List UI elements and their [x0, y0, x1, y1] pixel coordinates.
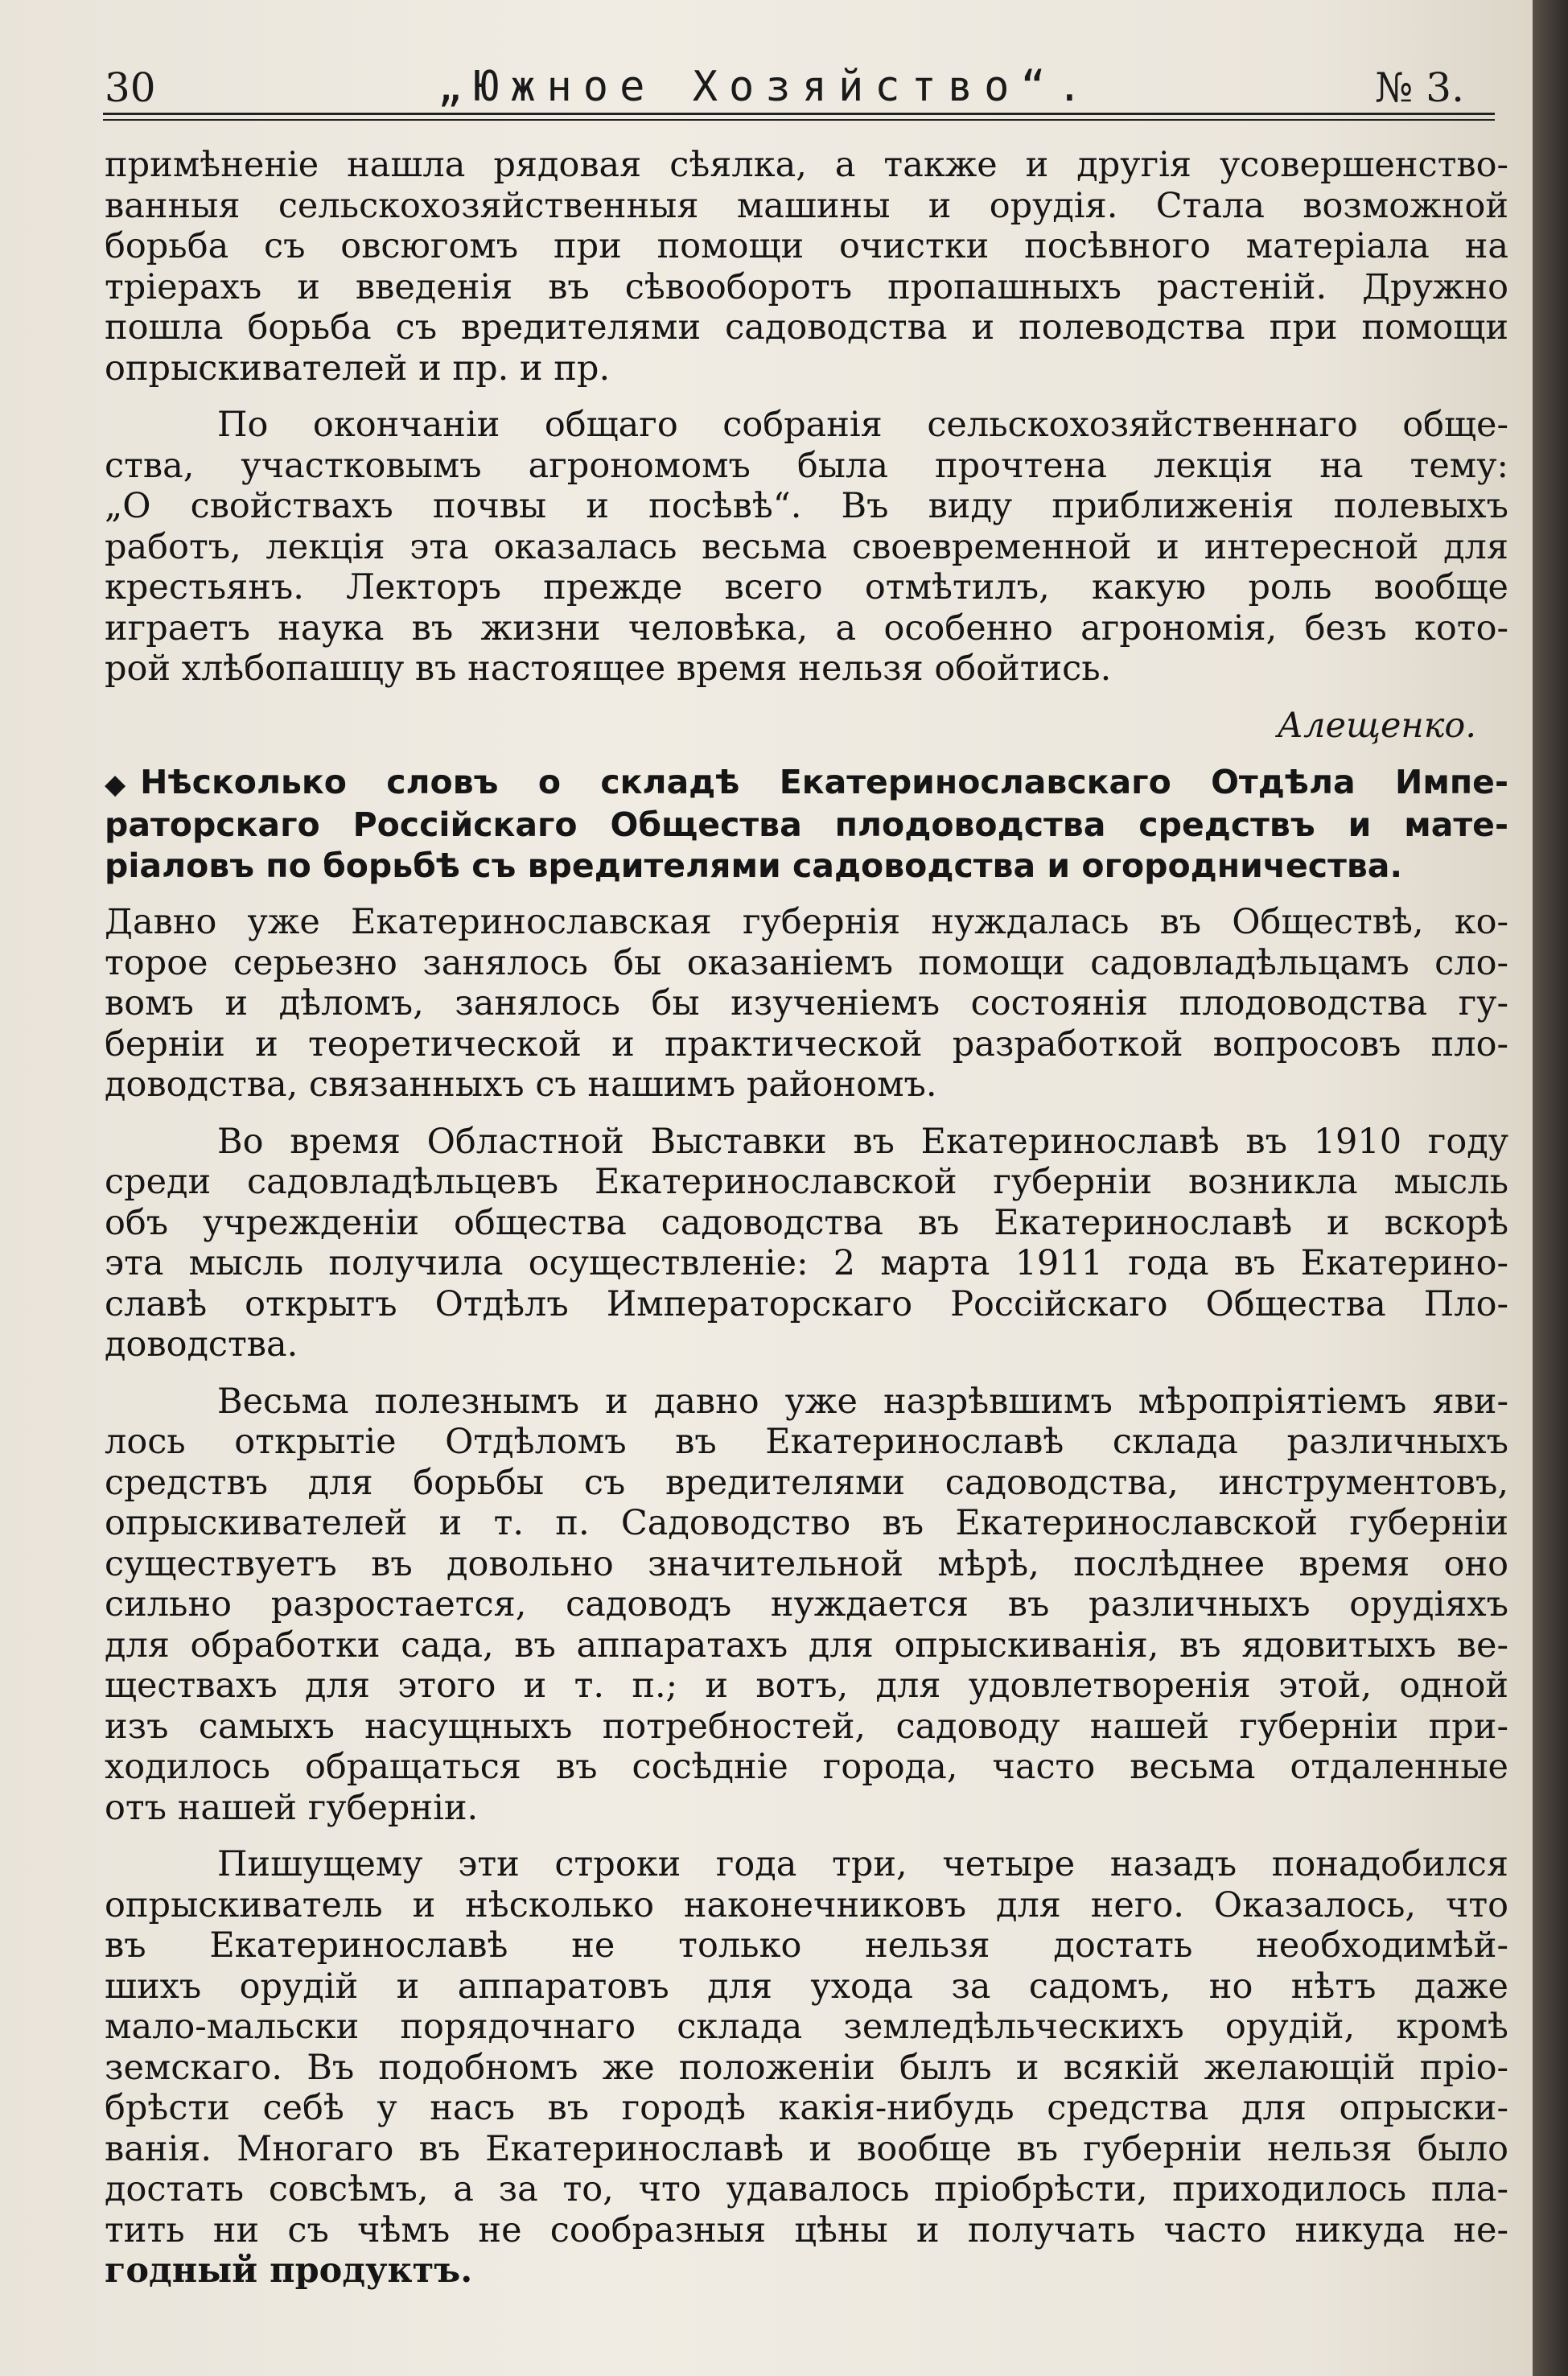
book-edge: [1533, 0, 1568, 2376]
text-line: берніи и теоретической и практической разработкой вопросовъ пло-: [105, 1023, 1508, 1064]
paragraph-2: [105, 405, 1508, 690]
text-line: мало-мальски порядочнаго склада земледѣльческихъ орудій, кромѣ: [105, 2007, 1508, 2048]
text-line: въ Екатеринославѣ не только нельзя достать необходимѣй-: [105, 1925, 1508, 1966]
text-line: работъ, лекція эта оказалась весьма своевременной и интересной для: [105, 526, 1508, 567]
text-line: объ учрежденіи общества садоводства въ Екатеринославѣ и вскорѣ: [105, 1202, 1508, 1243]
text-line: ◆ Нѣсколько словъ о складѣ Екатеринославскаго Отдѣла Импе-: [105, 762, 1508, 805]
text-line: достать совсѣмъ, а за то, что удавалось пріобрѣсти, приходилось пла-: [105, 2169, 1508, 2210]
text-line: ства, участковымъ агрономомъ была прочтена лекція на тему:: [105, 445, 1508, 486]
text-line: эта мысль получила осуществленіе: 2 марта 1911 года въ Екатерино-: [105, 1243, 1508, 1284]
text-line: ходилось обращаться въ сосѣдніе города, часто весьма отдаленные: [105, 1747, 1508, 1788]
article-title: [105, 762, 1508, 886]
text-line: играетъ наука въ жизни человѣка, а особенно агрономія, безъ кото-: [105, 607, 1508, 649]
signature: Алещенко.: [1277, 705, 1476, 746]
text-line: опрыскивателей и пр. и пр.: [105, 348, 611, 389]
text-line: доводства, связанныхъ съ нашимъ райономъ.: [105, 1064, 937, 1106]
text-line: средствъ для борьбы съ вредителями садоводства, инструментовъ,: [105, 1462, 1508, 1503]
text-line: славѣ открытъ Отдѣлъ Императорскаго Россійскаго Общества Пло-: [105, 1283, 1508, 1324]
text-line: среди садовладѣльцевъ Екатеринославской губерніи возникла мысль: [105, 1162, 1508, 1203]
text-line: ванныя сельскохозяйственныя машины и орудія. Стала возможной: [105, 185, 1508, 226]
paragraph-5: [105, 1382, 1508, 1829]
text-line: ществахъ для этого и т. п.; и вотъ, для удовлетворенія этой, одной: [105, 1666, 1508, 1707]
text-line: существуетъ въ довольно значительной мѣрѣ, послѣднее время оно: [105, 1543, 1508, 1584]
page-header: [105, 47, 1464, 111]
text-line: доводства.: [105, 1324, 298, 1365]
text-line: Во время Областной Выставки въ Екатеринославѣ въ 1910 году: [217, 1121, 1508, 1162]
text-line: шихъ орудій и аппаратовъ для ухода за садомъ, но нѣтъ даже: [105, 1966, 1508, 2007]
text-line: лось открытіе Отдѣломъ въ Екатеринославѣ склада различныхъ: [105, 1422, 1508, 1463]
paragraph-6: [105, 1844, 1508, 2292]
text-line: Давно уже Екатеринославская губернія нуждалась въ Обществѣ, ко-: [105, 902, 1508, 943]
text-line: опрыскиватель и нѣсколько наконечниковъ для него. Оказалось, что: [105, 1884, 1508, 1925]
text-line: борьба съ овсюгомъ при помощи очистки посѣвного матеріала на: [105, 226, 1508, 266]
journal-title: „Южное Хозяйство“.: [437, 63, 1094, 111]
header-rule-double: [103, 119, 1495, 121]
text-line: изъ самыхъ насущныхъ потребностей, садоводу нашей губерніи при-: [105, 1706, 1508, 1747]
issue-number: № 3.: [1375, 64, 1464, 111]
text-line: „О свойствахъ почвы и посѣвѣ“. Въ виду приближенія полевыхъ: [105, 486, 1508, 526]
text-line: вомъ и дѣломъ, занялось бы изученіемъ состоянія плодоводства гу-: [105, 983, 1508, 1024]
text-line: По окончаніи общаго собранія сельскохозяйственнаго обще-: [217, 405, 1508, 445]
text-line: ванія. Многаго въ Екатеринославѣ и вообще въ губерніи нельзя было: [105, 2128, 1508, 2169]
text-line: отъ нашей губерніи.: [105, 1787, 479, 1828]
text-line: рой хлѣбопашцу въ настоящее время нельзя обойтись.: [105, 649, 1112, 689]
text-line: земскаго. Въ подобномъ же положеніи былъ и всякій желающій пріо-: [105, 2047, 1508, 2088]
text-line: ріаловъ по борьбѣ съ вредителями садоводства и огородничества.: [105, 846, 1403, 885]
text-line: тить ни съ чѣмъ не сообразныя цѣны и получать часто никуда не-: [105, 2209, 1508, 2250]
text-line: крестьянъ. Лекторъ прежде всего отмѣтилъ, какую роль вообще: [105, 567, 1508, 607]
text-line: пошла борьба съ вредителями садоводства и полеводства при помощи: [105, 307, 1508, 348]
text-line: сильно разростается, садоводъ нуждается въ различныхъ орудіяхъ: [105, 1584, 1508, 1625]
paragraph-1: [105, 145, 1508, 389]
page-number: 30: [105, 64, 156, 111]
text-line: для обработки сада, въ аппаратахъ для опрыскиванія, въ ядовитыхъ ве-: [105, 1624, 1508, 1666]
paragraph-3: [105, 902, 1508, 1106]
text-line: брѣсти себѣ у насъ въ городѣ какія-нибудь средства для опрыски-: [105, 2088, 1508, 2129]
text-line: раторскаго Россійскаго Общества плодоводства средствъ и мате-: [105, 805, 1508, 845]
text-line: тріерахъ и введенія въ сѣвооборотъ пропашныхъ растеній. Дружно: [105, 266, 1508, 307]
text-line: опрыскивателей и т. п. Садоводство въ Екатеринославской губерніи: [105, 1503, 1508, 1544]
page-body: [105, 145, 1508, 2308]
text-line: примѣненіе нашла рядовая сѣялка, а также и другія усовершенство-: [105, 145, 1508, 185]
text-line: торое серьезно занялось бы оказаніемъ помощи садовладѣльцамъ сло-: [105, 942, 1508, 983]
text-line: годный продуктъ.: [105, 2250, 473, 2292]
text-line: Пишущему эти строки года три, четыре назадъ понадобился: [217, 1844, 1508, 1885]
paragraph-4: [105, 1122, 1508, 1365]
diamond-ornament-icon: ◆: [105, 768, 126, 801]
header-rule: [103, 113, 1495, 115]
text-line: Весьма полезнымъ и давно уже назрѣвшимъ мѣропріятіемъ яви-: [217, 1381, 1508, 1422]
